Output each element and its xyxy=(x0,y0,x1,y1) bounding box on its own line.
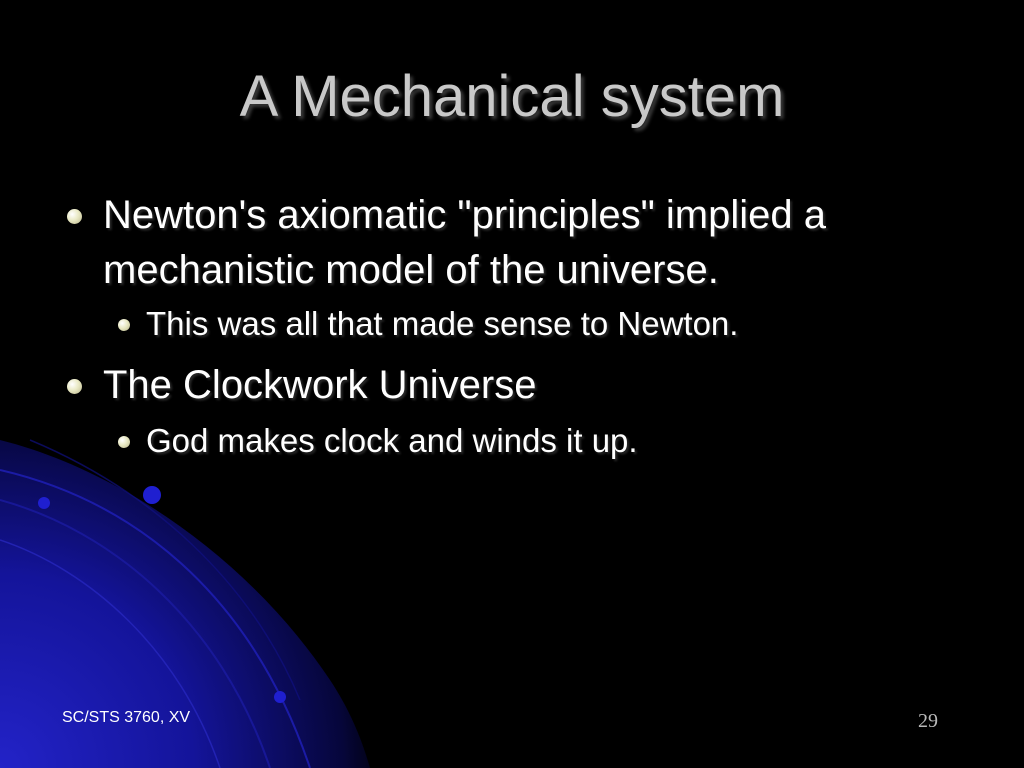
glow-dot xyxy=(38,497,50,509)
bullet-item xyxy=(60,358,960,413)
bullet-dot-icon xyxy=(118,319,130,331)
slide-page-number: 29 xyxy=(918,710,938,732)
glow-dot xyxy=(274,691,286,703)
sub-bullet-item xyxy=(60,419,960,463)
bullet-dot-icon xyxy=(118,436,130,448)
glow-dot xyxy=(143,486,161,504)
bullet-text: The Clockwork Universe xyxy=(103,363,537,407)
footer-course-label: SC/STS 3760, XV xyxy=(62,709,191,726)
sub-bullet-item xyxy=(60,302,960,346)
slide-body xyxy=(60,188,960,463)
slide-title: A Mechanical system xyxy=(239,64,785,129)
bullet-item xyxy=(60,188,960,298)
bullet-text: Newton's axiomatic "principles" implied a mechanistic model of the universe. xyxy=(103,193,826,292)
sub-bullet-text: God makes clock and winds it up. xyxy=(146,422,638,459)
bullet-dot-icon xyxy=(67,209,82,224)
sub-bullet-text: This was all that made sense to Newton. xyxy=(146,305,739,342)
bullet-dot-icon xyxy=(67,379,82,394)
